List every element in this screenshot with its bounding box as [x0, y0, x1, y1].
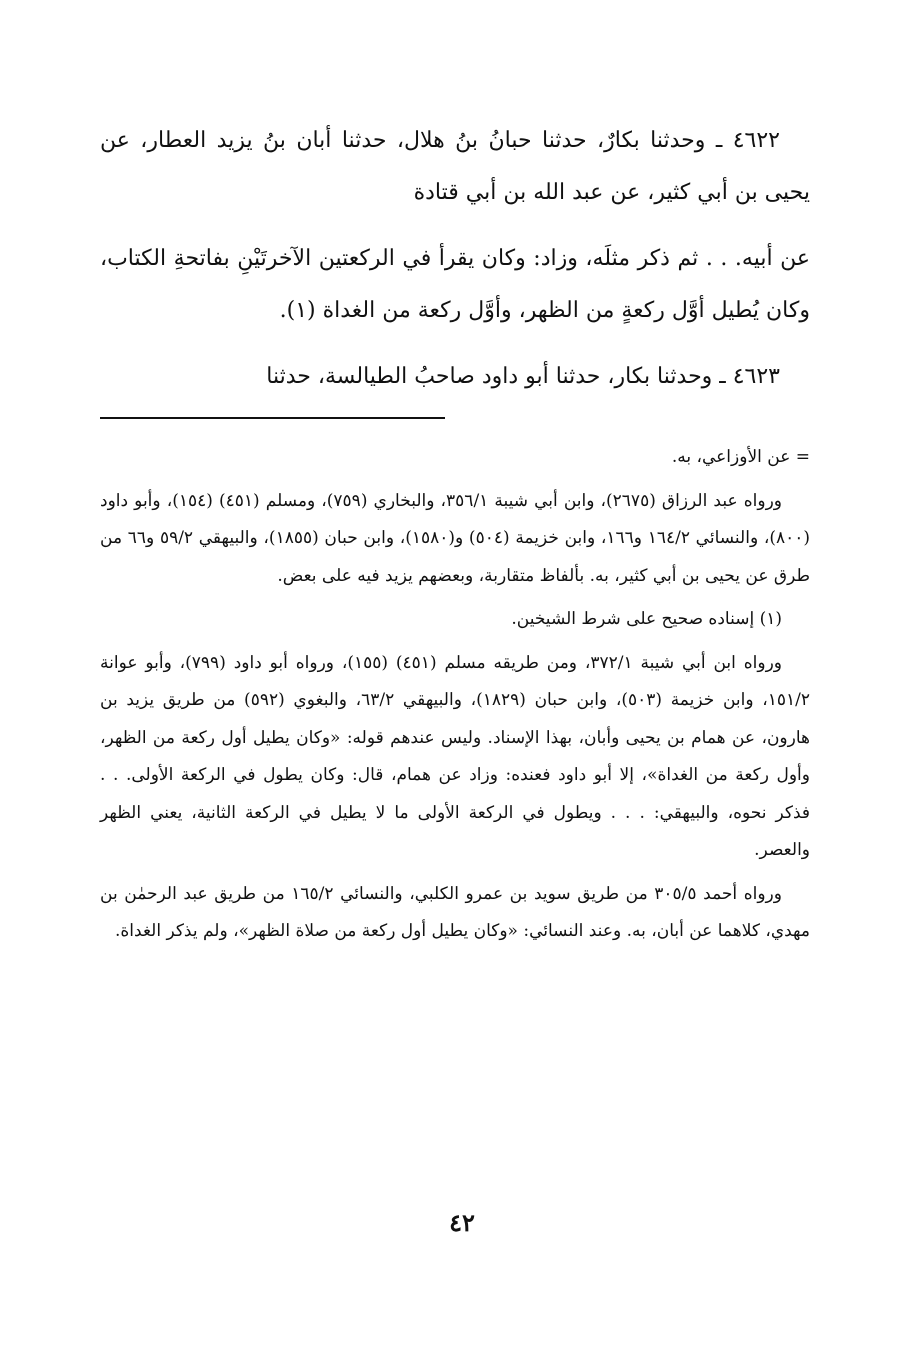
- footnotes: [100, 439, 810, 951]
- footnote-1: (١) إسناده صحيح على شرط الشيخين.: [511, 609, 782, 629]
- hadith-4622-continuation: عن أبيه. . . ثم ذكر مثلَه، وزاد: وكان يقرأ في الركعتين الآخرتَيْنِ بفاتحةِ الكتاب، وكان يُطيل أوَّل ركعةٍ من الظهر، وأوَّل ركعة من الغداة (١).: [100, 246, 810, 323]
- footnote-paragraph: ورواه عبد الرزاق (٢٦٧٥)، وابن أبي شيبة ٣٥٦/١، والبخاري (٧٥٩)، ومسلم (٤٥١) (١٥٤)، وأبو داود (٨٠٠)، والنسائي ١٦٤/٢ و١٦٦، وابن خزيمة (٥٠٤) و(١٥٨٠)، وابن حبان (١٨٥٥)، والبيهقي ٥٩/٢ و٦٦ من طرق عن يحيى بن أبي كثير، به. بألفاظ متقاربة، وبعضهم يزيد فيه على بعض.: [100, 490, 811, 586]
- page-body: [100, 115, 810, 957]
- footnote-divider: [100, 417, 445, 419]
- hadith-4622: ٤٦٢٢ ـ وحدثنا بكارٌ، حدثنا حبانُ بنُ هلال، حدثنا أبان بنُ يزيد العطار، عن يحيى بن أبي كثير، عن عبد الله بن أبي قتادة: [100, 128, 810, 205]
- footnote-continuation: = عن الأوزاعي، به.: [671, 447, 810, 467]
- page-number: ٤٢: [449, 1208, 475, 1237]
- footnote-paragraph: ورواه أحمد ٣٠٥/٥ من طريق سويد بن عمرو الكلبي، والنسائي ١٦٥/٢ من طريق عبد الرحمٰن بن مهدي، كلاهما عن أبان، به. وعند النسائي: «وكان يطيل أول ركعة من صلاة الظهر»، ولم يذكر الغداة.: [100, 883, 810, 941]
- hadith-4623: ٤٦٢٣ ـ وحدثنا بكار، حدثنا أبو داود صاحبُ الطيالسة، حدثنا: [266, 364, 780, 389]
- main-text: [100, 115, 810, 403]
- footnote-paragraph: ورواه ابن أبي شيبة ٣٧٢/١، ومن طريقه مسلم (٤٥١) (١٥٥)، ورواه أبو داود (٧٩٩)، وأبو عوانة ١٥١/٢، وابن خزيمة (٥٠٣)، وابن حبان (١٨٢٩)، والبيهقي ٦٣/٢، والبغوي (٥٩٢) من طريق يزيد بن هارون، عن همام بن يحيى وأبان، بهذا الإسناد. وليس عندهم قوله: «وكان يطيل أول ركعة من الظهر، وأول ركعة من الغداة»، إلا أبو داود فعنده: وزاد عن همام، قال: وكان يطول في الركعة الأولى. . . فذكر نحوه، والبيهقي: . . . ويطول في الركعة الأولى ما لا يطيل في الركعة الثانية، يعني الظهر والعصر.: [100, 652, 810, 860]
